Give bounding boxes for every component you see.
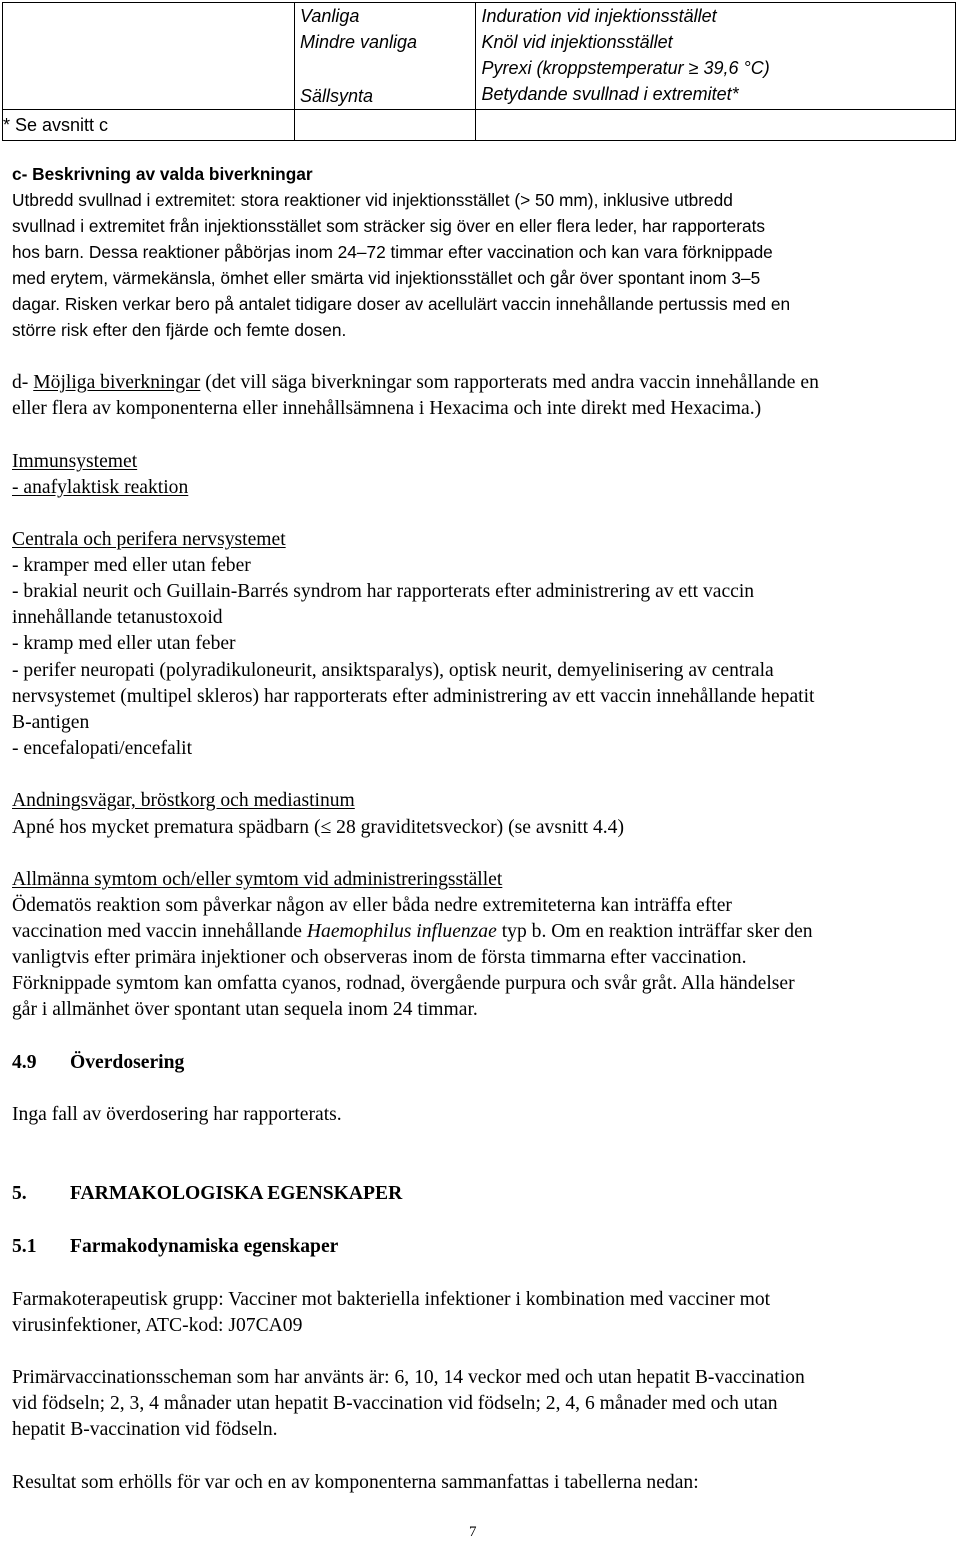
pharmacodynamics-line: Primärvaccinationsscheman som har använts är: 6, 10, 14 veckor med och utan hepatit B-vaccination (12, 1367, 805, 1388)
page-number: 7 (469, 1524, 477, 1540)
section-d-line: eller flera av komponenterna eller innehållsämnena i Hexacima och inte direkt med Hexacima.) (12, 398, 762, 419)
section-c-title: c- Beskrivning av valda biverkningar (12, 164, 313, 184)
section-c-line: Utbredd svullnad i extremitet: stora reaktioner vid injektionsstället (> 50 mm), inklusive utbredd (12, 190, 733, 210)
respiratory-title: Andningsvägar, bröstkorg och mediastinum (12, 790, 355, 811)
nervous-line: - perifer neuropati (polyradikuloneurit, ansiktsparalys), optisk neurit, demyelinisering av centrala (12, 660, 774, 681)
general-line: vaccination med vaccin innehållande Haemophilus influenzae typ b. Om en reaktion inträffar sker den (12, 921, 813, 942)
nervous-line: - kramp med eller utan feber (12, 633, 236, 654)
effect-swelling: Betydande svullnad i extremitet* (481, 84, 739, 104)
table-empty-cell (3, 3, 295, 110)
pharmacodynamics-results: Resultat som erhölls för var och en av komponenterna sammanfattas i tabellerna nedan: (12, 1472, 699, 1493)
general-line: Förknippade symtom kan omfatta cyanos, rodnad, övergående purpura och svår gråt. Alla händelser (12, 973, 795, 994)
overdose-heading: 4.9 Överdosering (12, 1052, 185, 1073)
pharmacodynamics-heading: 5.1 Farmakodynamiska egenskaper (12, 1236, 339, 1257)
frequency-common: Vanliga (300, 6, 360, 26)
haemophilus-italic: Haemophilus influenzae (306, 921, 497, 942)
pharmacodynamics-line: vid födseln; 2, 3, 4 månader utan hepatit B-vaccination vid födseln; 2, 4, 6 månader med och utan (12, 1393, 778, 1414)
frequency-uncommon: Mindre vanliga (300, 32, 418, 52)
immune-item: - anafylaktisk reaktion (12, 477, 189, 498)
frequency-column (295, 3, 476, 110)
table-empty-cell (295, 110, 476, 141)
general-line: vanligtvis efter primära injektioner och observeras inom de första timmarna efter vaccination. (12, 947, 747, 968)
respiratory-text: Apné hos mycket prematura spädbarn (≤ 28 graviditetsveckor) (se avsnitt 4.4) (12, 817, 624, 838)
pharmacodynamics-line: Farmakoterapeutisk grupp: Vacciner mot bakteriella infektioner i kombination med vacciner mot (12, 1289, 771, 1310)
nervous-line: - kramper med eller utan feber (12, 555, 251, 576)
table-footnote: * Se avsnitt c (3, 110, 295, 141)
section-c-line: större risk efter den fjärde och femte dosen. (12, 320, 347, 340)
effect-nodule: Knöl vid injektionsstället (481, 32, 673, 52)
table-empty-cell (475, 110, 955, 141)
frequency-rare: Sällsynta (300, 86, 374, 106)
nervous-line: innehållande tetanustoxoid (12, 607, 223, 628)
section-c-line: svullnad i extremitet från injektionsstället som sträcker sig över en eller flera leder, har rapporterats (12, 216, 766, 236)
pharmacodynamics-line: hepatit B-vaccination vid födseln. (12, 1419, 278, 1440)
immune-title: Immunsystemet (12, 451, 138, 472)
section-c-line: dagar. Risken verkar bero på antalet tidigare doser av acellulärt vaccin innehållande pertussis med en (12, 294, 791, 314)
nervous-line: nervsystemet (multipel skleros) har rapporterats efter administrering av ett vaccin innehållande hepatit (12, 686, 815, 707)
general-line: Ödematös reaktion som påverkar någon av eller båda nedre extremiteterna kan inträffa efter (12, 895, 732, 916)
section-d-title: Möjliga biverkningar (33, 372, 201, 393)
effects-column (475, 3, 955, 110)
frequency-table (2, 2, 956, 141)
general-title: Allmänna symtom och/eller symtom vid administreringsstället (12, 869, 503, 890)
section-c-line: med erytem, värmekänsla, ömhet eller smärta vid injektionsstället och går över spontant inom 3–5 (12, 268, 761, 288)
effect-pyrexia: Pyrexi (kroppstemperatur ≥ 39,6 °C) (481, 58, 770, 78)
nervous-line: - encefalopati/encefalit (12, 738, 193, 759)
section-d-line: d- Möjliga biverkningar (det vill säga biverkningar som rapporterats med andra vaccin innehållande en (12, 372, 819, 393)
pharmacology-heading: 5. FARMAKOLOGISKA EGENSKAPER (12, 1183, 403, 1204)
nervous-line: B-antigen (12, 712, 90, 733)
effect-induration: Induration vid injektionsstället (481, 6, 717, 26)
overdose-text: Inga fall av överdosering har rapporterats. (12, 1104, 342, 1125)
pharmacodynamics-line: virusinfektioner, ATC-kod: J07CA09 (12, 1315, 303, 1336)
general-line: går i allmänhet över spontant utan sequela inom 24 timmar. (12, 999, 478, 1020)
section-c-line: hos barn. Dessa reaktioner påbörjas inom 24–72 timmar efter vaccination och kan vara förknippade (12, 242, 773, 262)
nervous-line: - brakial neurit och Guillain-Barrés syndrom har rapporterats efter administrering av ett vaccin (12, 581, 755, 602)
nervous-title: Centrala och perifera nervsystemet (12, 529, 286, 550)
